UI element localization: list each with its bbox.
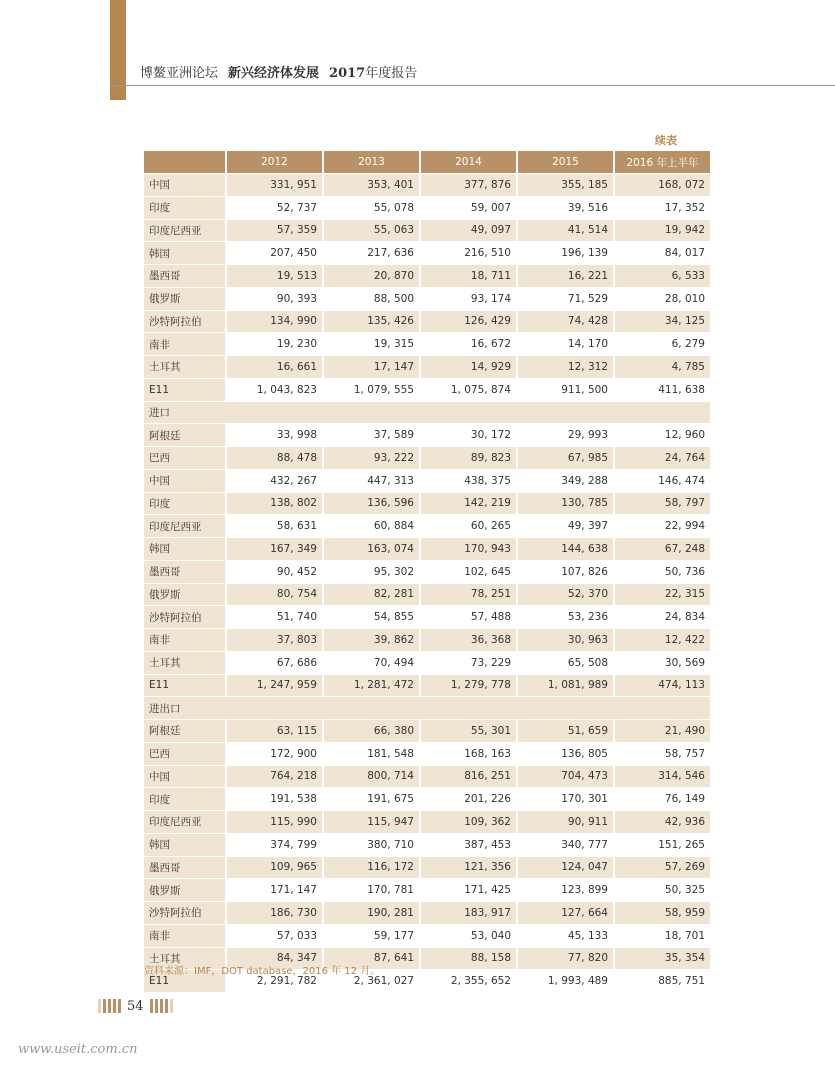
- table-cell: 1, 081, 989: [517, 674, 614, 697]
- table-cell: 88, 158: [420, 947, 517, 970]
- table-cell: 170, 943: [420, 538, 517, 561]
- table-cell: 18, 701: [614, 924, 710, 947]
- table-cell: 432, 267: [226, 469, 323, 492]
- table-cell: 130, 785: [517, 492, 614, 515]
- table-cell: 411, 638: [614, 378, 710, 401]
- table-cell: 76, 149: [614, 788, 710, 811]
- row-label: 中国: [144, 765, 226, 788]
- table-cell: 1, 281, 472: [323, 674, 420, 697]
- table-cell: 30, 569: [614, 651, 710, 674]
- table-cell: 29, 993: [517, 424, 614, 447]
- table-cell: 20, 870: [323, 265, 420, 288]
- row-label: E11: [144, 378, 226, 401]
- continued-label: 续表: [655, 134, 677, 147]
- table-row: [144, 651, 710, 674]
- table-cell: 377, 876: [420, 174, 517, 197]
- table-cell: 55, 078: [323, 196, 420, 219]
- table-cell: 109, 362: [420, 811, 517, 834]
- row-label: 中国: [144, 174, 226, 197]
- table-row: [144, 765, 710, 788]
- table-cell: 2, 361, 027: [323, 970, 420, 992]
- row-label: 墨西哥: [144, 856, 226, 879]
- table-cell: 135, 426: [323, 310, 420, 333]
- table-cell: 36, 368: [420, 629, 517, 652]
- running-header: [140, 62, 417, 81]
- table-cell: 123, 899: [517, 879, 614, 902]
- table-cell: 138, 802: [226, 492, 323, 515]
- table-row: [144, 356, 710, 379]
- table-cell: 124, 047: [517, 856, 614, 879]
- table-cell: 57, 359: [226, 219, 323, 242]
- row-label: 南非: [144, 629, 226, 652]
- table-cell: 207, 450: [226, 242, 323, 265]
- table-cell: 12, 312: [517, 356, 614, 379]
- table-cell: 77, 820: [517, 947, 614, 970]
- table-cell: 52, 370: [517, 583, 614, 606]
- table-cell: 800, 714: [323, 765, 420, 788]
- row-label: 土耳其: [144, 356, 226, 379]
- table-header-row: [144, 151, 710, 174]
- table-cell: 340, 777: [517, 833, 614, 856]
- table-cell: 355, 185: [517, 174, 614, 197]
- table-cell: 51, 659: [517, 720, 614, 743]
- table-cell: 49, 397: [517, 515, 614, 538]
- table-cell: 183, 917: [420, 902, 517, 925]
- table-cell: 14, 929: [420, 356, 517, 379]
- table-cell: 314, 546: [614, 765, 710, 788]
- table-cell: 16, 672: [420, 333, 517, 356]
- table-cell: 1, 043, 823: [226, 378, 323, 401]
- table-cell: 78, 251: [420, 583, 517, 606]
- row-label: 巴西: [144, 742, 226, 765]
- table-row: [144, 515, 710, 538]
- table-cell: 54, 855: [323, 606, 420, 629]
- row-label: 南非: [144, 924, 226, 947]
- section-label: 进出口: [144, 697, 710, 720]
- table-cell: 374, 799: [226, 833, 323, 856]
- column-header: 2015: [517, 151, 614, 174]
- table-cell: 84, 017: [614, 242, 710, 265]
- table-row: [144, 287, 710, 310]
- table-cell: 1, 247, 959: [226, 674, 323, 697]
- row-label: 印度: [144, 196, 226, 219]
- table-cell: 59, 177: [323, 924, 420, 947]
- row-label: E11: [144, 674, 226, 697]
- table-cell: 82, 281: [323, 583, 420, 606]
- table-row: [144, 811, 710, 834]
- table-cell: 22, 315: [614, 583, 710, 606]
- table-cell: 201, 226: [420, 788, 517, 811]
- table-cell: 18, 711: [420, 265, 517, 288]
- table-cell: 59, 007: [420, 196, 517, 219]
- table-cell: 35, 354: [614, 947, 710, 970]
- table-cell: 121, 356: [420, 856, 517, 879]
- table-cell: 146, 474: [614, 469, 710, 492]
- row-label: 印度: [144, 492, 226, 515]
- table-cell: 39, 862: [323, 629, 420, 652]
- footer-left-bars: [98, 999, 121, 1013]
- row-label: 中国: [144, 469, 226, 492]
- table-row: [144, 560, 710, 583]
- column-header: 2012: [226, 151, 323, 174]
- table-row: [144, 788, 710, 811]
- table-row: [144, 924, 710, 947]
- table-cell: 37, 803: [226, 629, 323, 652]
- table-cell: 196, 139: [517, 242, 614, 265]
- row-label: 俄罗斯: [144, 583, 226, 606]
- table-cell: 90, 393: [226, 287, 323, 310]
- table-cell: 172, 900: [226, 742, 323, 765]
- table-row: [144, 310, 710, 333]
- table-cell: 136, 805: [517, 742, 614, 765]
- table-cell: 170, 301: [517, 788, 614, 811]
- table-cell: 216, 510: [420, 242, 517, 265]
- table-cell: 19, 315: [323, 333, 420, 356]
- table-cell: 52, 737: [226, 196, 323, 219]
- table-cell: 2, 355, 652: [420, 970, 517, 992]
- table-cell: 16, 221: [517, 265, 614, 288]
- table-cell: 42, 936: [614, 811, 710, 834]
- table-cell: 37, 589: [323, 424, 420, 447]
- table-cell: 168, 072: [614, 174, 710, 197]
- table-cell: 30, 172: [420, 424, 517, 447]
- table-cell: 387, 453: [420, 833, 517, 856]
- table-cell: 191, 538: [226, 788, 323, 811]
- table-body: [144, 174, 710, 993]
- table-cell: 60, 884: [323, 515, 420, 538]
- table-cell: 167, 349: [226, 538, 323, 561]
- table-cell: 1, 279, 778: [420, 674, 517, 697]
- table-cell: 19, 230: [226, 333, 323, 356]
- table-cell: 190, 281: [323, 902, 420, 925]
- row-label: 印度尼西亚: [144, 219, 226, 242]
- table-row: [144, 856, 710, 879]
- table-cell: 58, 757: [614, 742, 710, 765]
- table-cell: 14, 170: [517, 333, 614, 356]
- table-cell: 115, 947: [323, 811, 420, 834]
- table-row: [144, 492, 710, 515]
- section-row: [144, 401, 710, 424]
- table-cell: 50, 736: [614, 560, 710, 583]
- table-row: [144, 242, 710, 265]
- table-cell: 764, 218: [226, 765, 323, 788]
- table-cell: 12, 422: [614, 629, 710, 652]
- table-row: [144, 469, 710, 492]
- table-cell: 1, 993, 489: [517, 970, 614, 992]
- table-cell: 41, 514: [517, 219, 614, 242]
- table-row: [144, 833, 710, 856]
- table-cell: 181, 548: [323, 742, 420, 765]
- table-cell: 66, 380: [323, 720, 420, 743]
- table-row: [144, 424, 710, 447]
- row-label: 印度尼西亚: [144, 515, 226, 538]
- table-cell: 4, 785: [614, 356, 710, 379]
- row-label: 土耳其: [144, 651, 226, 674]
- table-row: [144, 538, 710, 561]
- table-cell: 1, 079, 555: [323, 378, 420, 401]
- table-cell: 49, 097: [420, 219, 517, 242]
- table-cell: 191, 675: [323, 788, 420, 811]
- table-row: [144, 629, 710, 652]
- table-cell: 331, 951: [226, 174, 323, 197]
- row-label: 巴西: [144, 447, 226, 470]
- table-cell: 70, 494: [323, 651, 420, 674]
- table-cell: 19, 513: [226, 265, 323, 288]
- row-label: 沙特阿拉伯: [144, 310, 226, 333]
- table-cell: 16, 661: [226, 356, 323, 379]
- row-label: 沙特阿拉伯: [144, 902, 226, 925]
- header-forum: 博鳌亚洲论坛: [140, 66, 219, 81]
- table-cell: 6, 533: [614, 265, 710, 288]
- table-cell: 58, 631: [226, 515, 323, 538]
- table-cell: 65, 508: [517, 651, 614, 674]
- table-cell: 17, 147: [323, 356, 420, 379]
- table-cell: 107, 826: [517, 560, 614, 583]
- table-cell: 39, 516: [517, 196, 614, 219]
- footer-right-bars: [150, 999, 173, 1013]
- table-cell: 186, 730: [226, 902, 323, 925]
- row-label: 墨西哥: [144, 265, 226, 288]
- table-row: [144, 196, 710, 219]
- header-divider: [110, 85, 835, 86]
- table-cell: 447, 313: [323, 469, 420, 492]
- table-cell: 67, 985: [517, 447, 614, 470]
- table-cell: 22, 994: [614, 515, 710, 538]
- table-cell: 87, 641: [323, 947, 420, 970]
- table-row: [144, 174, 710, 197]
- header-year: 2017: [329, 66, 366, 81]
- table-cell: 88, 478: [226, 447, 323, 470]
- section-label: 进口: [144, 401, 710, 424]
- row-label: 印度尼西亚: [144, 811, 226, 834]
- table-cell: 380, 710: [323, 833, 420, 856]
- table-cell: 53, 236: [517, 606, 614, 629]
- table-cell: 17, 352: [614, 196, 710, 219]
- table-cell: 19, 942: [614, 219, 710, 242]
- table-cell: 24, 834: [614, 606, 710, 629]
- table-row: [144, 879, 710, 902]
- page-footer: [98, 998, 173, 1014]
- column-header-blank: [144, 151, 226, 174]
- table-cell: 90, 911: [517, 811, 614, 834]
- table-cell: 151, 265: [614, 833, 710, 856]
- table-cell: 55, 301: [420, 720, 517, 743]
- table-cell: 168, 163: [420, 742, 517, 765]
- table-cell: 2, 291, 782: [226, 970, 323, 992]
- row-label: 韩国: [144, 833, 226, 856]
- table-cell: 71, 529: [517, 287, 614, 310]
- table-cell: 90, 452: [226, 560, 323, 583]
- table-cell: 136, 596: [323, 492, 420, 515]
- row-label: 南非: [144, 333, 226, 356]
- table-cell: 1, 075, 874: [420, 378, 517, 401]
- table-row: [144, 265, 710, 288]
- table-cell: 126, 429: [420, 310, 517, 333]
- table-cell: 88, 500: [323, 287, 420, 310]
- row-label: 韩国: [144, 538, 226, 561]
- table-cell: 21, 490: [614, 720, 710, 743]
- table-cell: 24, 764: [614, 447, 710, 470]
- table-cell: 80, 754: [226, 583, 323, 606]
- table-cell: 353, 401: [323, 174, 420, 197]
- header-title-bold: 新兴经济体发展: [228, 66, 320, 81]
- table-cell: 84, 347: [226, 947, 323, 970]
- table-cell: 885, 751: [614, 970, 710, 992]
- watermark: www.useit.com.cn: [18, 1042, 138, 1057]
- table-cell: 50, 325: [614, 879, 710, 902]
- row-label: 墨西哥: [144, 560, 226, 583]
- table-cell: 144, 638: [517, 538, 614, 561]
- table-cell: 349, 288: [517, 469, 614, 492]
- trade-table: [144, 151, 710, 992]
- table-cell: 28, 010: [614, 287, 710, 310]
- row-label: 韩国: [144, 242, 226, 265]
- table-row: [144, 219, 710, 242]
- table-cell: 89, 823: [420, 447, 517, 470]
- table-cell: 115, 990: [226, 811, 323, 834]
- table-cell: 73, 229: [420, 651, 517, 674]
- table-cell: 51, 740: [226, 606, 323, 629]
- table-row: [144, 447, 710, 470]
- row-label: 阿根廷: [144, 720, 226, 743]
- table-row: [144, 333, 710, 356]
- table-cell: 45, 133: [517, 924, 614, 947]
- row-label: 印度: [144, 788, 226, 811]
- table-cell: 30, 963: [517, 629, 614, 652]
- table-row: [144, 720, 710, 743]
- table-cell: 67, 248: [614, 538, 710, 561]
- table-cell: 474, 113: [614, 674, 710, 697]
- row-label: 俄罗斯: [144, 287, 226, 310]
- table-cell: 116, 172: [323, 856, 420, 879]
- table-row: [144, 606, 710, 629]
- table-row: [144, 742, 710, 765]
- table-row: [144, 902, 710, 925]
- table-cell: 142, 219: [420, 492, 517, 515]
- row-label: 阿根廷: [144, 424, 226, 447]
- table-cell: 134, 990: [226, 310, 323, 333]
- table-cell: 60, 265: [420, 515, 517, 538]
- table-cell: 109, 965: [226, 856, 323, 879]
- column-header: 2016 年上半年: [614, 151, 710, 174]
- table-cell: 93, 222: [323, 447, 420, 470]
- table-cell: 816, 251: [420, 765, 517, 788]
- table-cell: 53, 040: [420, 924, 517, 947]
- table-cell: 58, 959: [614, 902, 710, 925]
- table-cell: 33, 998: [226, 424, 323, 447]
- table-cell: 74, 428: [517, 310, 614, 333]
- table-cell: 34, 125: [614, 310, 710, 333]
- table-cell: 704, 473: [517, 765, 614, 788]
- row-label: 沙特阿拉伯: [144, 606, 226, 629]
- table-cell: 57, 488: [420, 606, 517, 629]
- table-cell: 57, 033: [226, 924, 323, 947]
- table-cell: 163, 074: [323, 538, 420, 561]
- row-label: E11: [144, 970, 226, 992]
- page-number: 54: [127, 998, 144, 1014]
- table-cell: 6, 279: [614, 333, 710, 356]
- table-cell: 102, 645: [420, 560, 517, 583]
- source-note: 资料来源：IMF，DOT database，2016 年 12 月。: [144, 966, 381, 977]
- table-row: [144, 583, 710, 606]
- row-label: 土耳其: [144, 947, 226, 970]
- header-suffix: 年度报告: [365, 66, 418, 81]
- table-row: [144, 674, 710, 697]
- section-row: [144, 697, 710, 720]
- table-cell: 55, 063: [323, 219, 420, 242]
- row-label: 俄罗斯: [144, 879, 226, 902]
- table-cell: 12, 960: [614, 424, 710, 447]
- table-cell: 93, 174: [420, 287, 517, 310]
- table-cell: 63, 115: [226, 720, 323, 743]
- table-cell: 217, 636: [323, 242, 420, 265]
- table-cell: 170, 781: [323, 879, 420, 902]
- table-cell: 438, 375: [420, 469, 517, 492]
- column-header: 2013: [323, 151, 420, 174]
- table-cell: 58, 797: [614, 492, 710, 515]
- table-cell: 67, 686: [226, 651, 323, 674]
- column-header: 2014: [420, 151, 517, 174]
- table-cell: 911, 500: [517, 378, 614, 401]
- table-cell: 171, 147: [226, 879, 323, 902]
- table-cell: 171, 425: [420, 879, 517, 902]
- table-cell: 57, 269: [614, 856, 710, 879]
- table-cell: 95, 302: [323, 560, 420, 583]
- table-row: [144, 378, 710, 401]
- table-cell: 127, 664: [517, 902, 614, 925]
